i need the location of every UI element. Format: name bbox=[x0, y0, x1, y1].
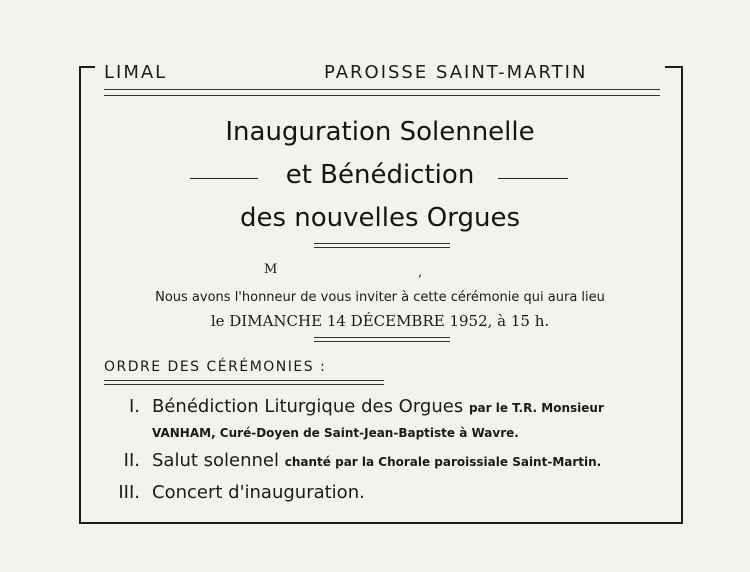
invitation-double-rule bbox=[314, 337, 450, 342]
ceremonies-heading: ORDRE DES CÉRÉMONIES : bbox=[104, 359, 327, 375]
frame-top-right-tick bbox=[665, 66, 682, 68]
ceremony-2-detail: chanté par la Chorale paroissiale Saint-Martin. bbox=[284, 455, 602, 469]
frame-left-border bbox=[79, 66, 81, 524]
salutation-comma: , bbox=[418, 265, 423, 280]
ceremony-2-title: Salut solennel bbox=[152, 450, 280, 471]
invitation-date-line: le DIMANCHE 14 DÉCEMBRE 1952, à 15 h. bbox=[210, 312, 550, 330]
ceremony-2-number: II. bbox=[123, 450, 140, 471]
title-line-2: et Bénédiction bbox=[285, 160, 475, 190]
title-line-3: des nouvelles Orgues bbox=[239, 203, 521, 233]
ceremony-1-title: Bénédiction Liturgique des Orgues bbox=[152, 396, 464, 417]
ceremonies-heading-rule bbox=[104, 380, 384, 385]
title-line-1: Inauguration Solennelle bbox=[225, 117, 535, 147]
ceremony-1-number: I. bbox=[128, 396, 140, 417]
header-double-rule bbox=[104, 89, 660, 96]
ceremony-2-line bbox=[152, 450, 601, 471]
header-town: LIMAL bbox=[104, 62, 168, 83]
salutation-prefix: M bbox=[264, 262, 278, 277]
header-parish: PAROISSE SAINT-MARTIN bbox=[324, 62, 588, 83]
ceremony-1-line bbox=[152, 396, 604, 417]
ceremony-3-number: III. bbox=[118, 482, 140, 503]
frame-bottom-border bbox=[79, 522, 683, 524]
title-dash-right bbox=[498, 178, 568, 179]
ceremony-3-line bbox=[152, 482, 365, 503]
title-double-rule bbox=[314, 243, 450, 248]
invitation-line-1: Nous avons l'honneur de vous inviter à cette cérémonie qui aura lieu bbox=[155, 290, 605, 305]
ceremony-1-detail-cont: VANHAM, Curé-Doyen de Saint-Jean-Baptiste à Wavre. bbox=[152, 426, 519, 440]
ceremony-1-detail: par le T.R. Monsieur bbox=[468, 401, 604, 415]
frame-right-border bbox=[681, 66, 683, 524]
ceremony-3-title: Concert d'inauguration. bbox=[152, 482, 365, 503]
frame-top-left-tick bbox=[79, 66, 95, 68]
